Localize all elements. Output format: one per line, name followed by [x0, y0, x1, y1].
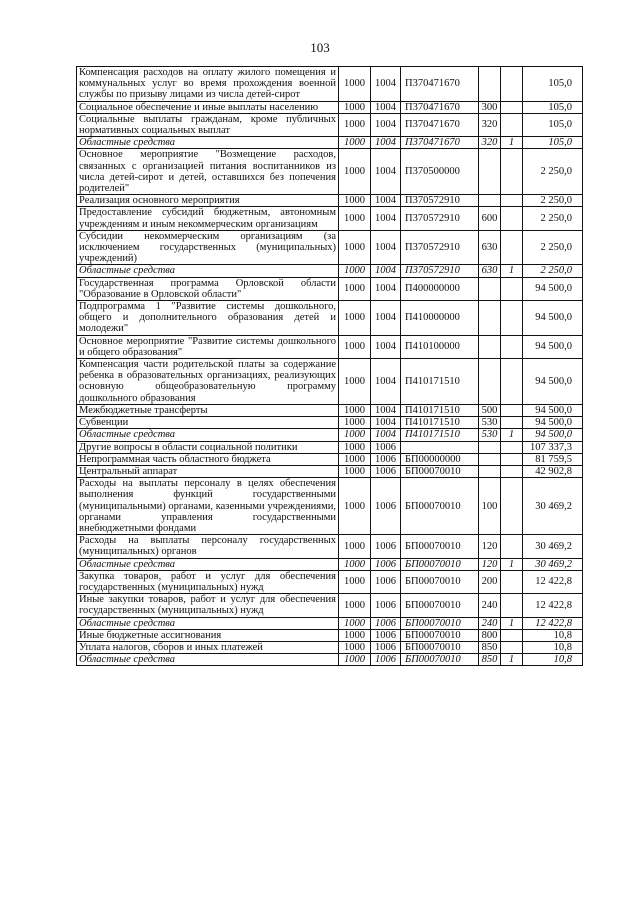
fund-source-code: [501, 453, 523, 465]
fund-source-code: [501, 641, 523, 653]
row-name: Подпрограмма 1 "Развитие системы дошкольного, общего и дополнительного образования детей и молодежи": [77, 301, 339, 336]
subsection-code: 1004: [371, 335, 401, 358]
fund-source-code: [501, 301, 523, 336]
row-name: Компенсация расходов на оплату жилого помещения и коммунальных услуг во время прохождения военной службы по призыву лицами из числа детей-сирот: [77, 67, 339, 102]
target-article-code: БП00070010: [401, 535, 479, 558]
section-code: 1000: [339, 535, 371, 558]
target-article-code: БП00070010: [401, 465, 479, 477]
row-name: Компенсация части родительской платы за содержание ребенка в образовательных организациях, реализующих основную общеобразовательную программу дошкольного образования: [77, 359, 339, 405]
fund-source-code: 1: [501, 654, 523, 666]
amount: 10,8: [523, 641, 583, 653]
subsection-code: 1006: [371, 465, 401, 477]
amount: 94 500,0: [523, 429, 583, 441]
section-code: 1000: [339, 441, 371, 453]
section-code: 1000: [339, 113, 371, 136]
section-code: 1000: [339, 417, 371, 429]
fund-source-code: [501, 230, 523, 265]
target-article-code: П370471670: [401, 101, 479, 113]
target-article-code: БП00070010: [401, 478, 479, 535]
expense-type-code: [479, 453, 501, 465]
amount: 107 337,3: [523, 441, 583, 453]
table-row: [77, 207, 583, 230]
subsection-code: 1004: [371, 230, 401, 265]
section-code: 1000: [339, 404, 371, 416]
expense-type-code: 120: [479, 535, 501, 558]
table-row: [77, 67, 583, 102]
subsection-code: 1006: [371, 535, 401, 558]
section-code: 1000: [339, 465, 371, 477]
expense-type-code: 240: [479, 594, 501, 617]
expense-type-code: 850: [479, 641, 501, 653]
fund-source-code: [501, 478, 523, 535]
fund-source-code: [501, 535, 523, 558]
row-name: Другие вопросы в области социальной политики: [77, 441, 339, 453]
amount: 94 500,0: [523, 335, 583, 358]
subsection-code: 1006: [371, 558, 401, 570]
table-row: [77, 441, 583, 453]
target-article-code: П370572910: [401, 230, 479, 265]
expense-type-code: [479, 465, 501, 477]
subsection-code: 1004: [371, 277, 401, 300]
fund-source-code: [501, 404, 523, 416]
fund-source-code: 1: [501, 617, 523, 629]
fund-source-code: [501, 67, 523, 102]
table-row: [77, 594, 583, 617]
fund-source-code: 1: [501, 265, 523, 277]
subsection-code: 1006: [371, 441, 401, 453]
expense-type-code: [479, 359, 501, 405]
section-code: 1000: [339, 230, 371, 265]
row-name: Предоставление субсидий бюджетным, автономным учреждениям и иным некоммерческим организациям: [77, 207, 339, 230]
subsection-code: 1004: [371, 265, 401, 277]
subsection-code: 1006: [371, 641, 401, 653]
target-article-code: П410171510: [401, 417, 479, 429]
expense-type-code: 320: [479, 137, 501, 149]
row-name: Основное мероприятие "Развитие системы дошкольного и общего образования": [77, 335, 339, 358]
target-article-code: БП00070010: [401, 617, 479, 629]
row-name: Непрограммная часть областного бюджета: [77, 453, 339, 465]
section-code: 1000: [339, 429, 371, 441]
row-name: Расходы на выплаты персоналу государственных (муниципальных) органов: [77, 535, 339, 558]
subsection-code: 1004: [371, 113, 401, 136]
row-name: Областные средства: [77, 617, 339, 629]
amount: 10,8: [523, 629, 583, 641]
expense-type-code: 200: [479, 570, 501, 593]
amount: 94 500,0: [523, 417, 583, 429]
fund-source-code: 1: [501, 558, 523, 570]
expense-type-code: 100: [479, 478, 501, 535]
target-article-code: П370572910: [401, 265, 479, 277]
target-article-code: П370471670: [401, 113, 479, 136]
row-name: Социальное обеспечение и иные выплаты населению: [77, 101, 339, 113]
budget-table-body: [77, 67, 583, 666]
fund-source-code: [501, 629, 523, 641]
amount: 94 500,0: [523, 359, 583, 405]
expense-type-code: 300: [479, 101, 501, 113]
table-row-funds-source: [77, 617, 583, 629]
expense-type-code: [479, 441, 501, 453]
fund-source-code: 1: [501, 137, 523, 149]
subsection-code: 1006: [371, 654, 401, 666]
amount: 2 250,0: [523, 265, 583, 277]
amount: 2 250,0: [523, 195, 583, 207]
amount: 30 469,2: [523, 558, 583, 570]
section-code: 1000: [339, 265, 371, 277]
expense-type-code: 120: [479, 558, 501, 570]
row-name: Иные бюджетные ассигнования: [77, 629, 339, 641]
table-row: [77, 417, 583, 429]
table-row: [77, 570, 583, 593]
budget-table: [76, 66, 583, 666]
expense-type-code: 500: [479, 404, 501, 416]
amount: 10,8: [523, 654, 583, 666]
fund-source-code: [501, 465, 523, 477]
subsection-code: 1004: [371, 404, 401, 416]
amount: 94 500,0: [523, 277, 583, 300]
expense-type-code: 240: [479, 617, 501, 629]
row-name: Областные средства: [77, 654, 339, 666]
amount: 2 250,0: [523, 230, 583, 265]
subsection-code: 1004: [371, 195, 401, 207]
row-name: Иные закупки товаров, работ и услуг для обеспечения государственных (муниципальных) нужд: [77, 594, 339, 617]
section-code: 1000: [339, 629, 371, 641]
target-article-code: БП00000000: [401, 453, 479, 465]
fund-source-code: [501, 594, 523, 617]
fund-source-code: [501, 570, 523, 593]
expense-type-code: [479, 195, 501, 207]
fund-source-code: [501, 195, 523, 207]
amount: 105,0: [523, 101, 583, 113]
table-row-funds-source: [77, 429, 583, 441]
target-article-code: П410171510: [401, 359, 479, 405]
section-code: 1000: [339, 335, 371, 358]
row-name: Социальные выплаты гражданам, кроме публичных нормативных социальных выплат: [77, 113, 339, 136]
row-name: Субвенции: [77, 417, 339, 429]
section-code: 1000: [339, 137, 371, 149]
fund-source-code: 1: [501, 429, 523, 441]
table-row: [77, 195, 583, 207]
row-name: Расходы на выплаты персоналу в целях обеспечения выполнения функций государственными (муниципальными) органами, казенными учреждениями, органами управления государственными внебюджетными фондами: [77, 478, 339, 535]
subsection-code: 1006: [371, 478, 401, 535]
subsection-code: 1006: [371, 629, 401, 641]
expense-type-code: [479, 335, 501, 358]
section-code: 1000: [339, 654, 371, 666]
target-article-code: П400000000: [401, 277, 479, 300]
fund-source-code: [501, 207, 523, 230]
subsection-code: 1004: [371, 301, 401, 336]
table-row: [77, 101, 583, 113]
section-code: 1000: [339, 101, 371, 113]
section-code: 1000: [339, 359, 371, 405]
target-article-code: П410100000: [401, 335, 479, 358]
section-code: 1000: [339, 478, 371, 535]
amount: 42 902,8: [523, 465, 583, 477]
row-name: Закупка товаров, работ и услуг для обеспечения государственных (муниципальных) нужд: [77, 570, 339, 593]
row-name: Государственная программа Орловской области "Образование в Орловской области": [77, 277, 339, 300]
target-article-code: П410171510: [401, 429, 479, 441]
fund-source-code: [501, 277, 523, 300]
amount: 12 422,8: [523, 617, 583, 629]
table-row: [77, 359, 583, 405]
subsection-code: 1004: [371, 67, 401, 102]
section-code: 1000: [339, 207, 371, 230]
row-name: Межбюджетные трансферты: [77, 404, 339, 416]
table-row: [77, 113, 583, 136]
target-article-code: БП00070010: [401, 629, 479, 641]
row-name: Областные средства: [77, 558, 339, 570]
fund-source-code: [501, 335, 523, 358]
amount: 105,0: [523, 113, 583, 136]
section-code: 1000: [339, 641, 371, 653]
subsection-code: 1004: [371, 429, 401, 441]
row-name: Уплата налогов, сборов и иных платежей: [77, 641, 339, 653]
target-article-code: [401, 441, 479, 453]
row-name: Основное мероприятие "Возмещение расходов, связанных с организацией питания воспитанников из числа детей-сирот и детей, оставшихся без попечения родителей": [77, 149, 339, 195]
table-row-funds-source: [77, 265, 583, 277]
table-row: [77, 478, 583, 535]
amount: 12 422,8: [523, 570, 583, 593]
section-code: 1000: [339, 570, 371, 593]
fund-source-code: [501, 359, 523, 405]
table-row: [77, 453, 583, 465]
section-code: 1000: [339, 558, 371, 570]
table-row: [77, 629, 583, 641]
target-article-code: П410171510: [401, 404, 479, 416]
row-name: Областные средства: [77, 137, 339, 149]
target-article-code: БП00070010: [401, 594, 479, 617]
subsection-code: 1006: [371, 570, 401, 593]
amount: 2 250,0: [523, 207, 583, 230]
fund-source-code: [501, 149, 523, 195]
row-name: Областные средства: [77, 429, 339, 441]
fund-source-code: [501, 101, 523, 113]
amount: 12 422,8: [523, 594, 583, 617]
row-name: Областные средства: [77, 265, 339, 277]
row-name: Центральный аппарат: [77, 465, 339, 477]
table-row: [77, 149, 583, 195]
target-article-code: П410000000: [401, 301, 479, 336]
table-row: [77, 277, 583, 300]
fund-source-code: [501, 113, 523, 136]
target-article-code: БП00070010: [401, 654, 479, 666]
subsection-code: 1004: [371, 149, 401, 195]
section-code: 1000: [339, 149, 371, 195]
amount: 2 250,0: [523, 149, 583, 195]
amount: 94 500,0: [523, 404, 583, 416]
table-row: [77, 641, 583, 653]
table-row: [77, 230, 583, 265]
subsection-code: 1004: [371, 417, 401, 429]
subsection-code: 1004: [371, 101, 401, 113]
target-article-code: П370471670: [401, 67, 479, 102]
subsection-code: 1006: [371, 617, 401, 629]
section-code: 1000: [339, 195, 371, 207]
table-row: [77, 335, 583, 358]
subsection-code: 1006: [371, 453, 401, 465]
expense-type-code: [479, 277, 501, 300]
fund-source-code: [501, 417, 523, 429]
subsection-code: 1006: [371, 594, 401, 617]
subsection-code: 1004: [371, 137, 401, 149]
target-article-code: П370500000: [401, 149, 479, 195]
table-row-funds-source: [77, 137, 583, 149]
amount: 30 469,2: [523, 535, 583, 558]
target-article-code: П370572910: [401, 195, 479, 207]
section-code: 1000: [339, 67, 371, 102]
subsection-code: 1004: [371, 359, 401, 405]
expense-type-code: 530: [479, 429, 501, 441]
table-row: [77, 301, 583, 336]
row-name: Реализация основного мероприятия: [77, 195, 339, 207]
amount: 105,0: [523, 67, 583, 102]
amount: 94 500,0: [523, 301, 583, 336]
row-name: Субсидии некоммерческим организациям (за исключением государственных (муниципальных) учреждений): [77, 230, 339, 265]
table-row-funds-source: [77, 558, 583, 570]
fund-source-code: [501, 441, 523, 453]
expense-type-code: 800: [479, 629, 501, 641]
expense-type-code: 530: [479, 417, 501, 429]
amount: 105,0: [523, 137, 583, 149]
page-number: 103: [310, 40, 330, 55]
expense-type-code: 850: [479, 654, 501, 666]
expense-type-code: [479, 301, 501, 336]
table-row: [77, 535, 583, 558]
target-article-code: БП00070010: [401, 558, 479, 570]
subsection-code: 1004: [371, 207, 401, 230]
expense-type-code: [479, 67, 501, 102]
section-code: 1000: [339, 617, 371, 629]
expense-type-code: [479, 149, 501, 195]
target-article-code: БП00070010: [401, 570, 479, 593]
target-article-code: БП00070010: [401, 641, 479, 653]
amount: 81 759,5: [523, 453, 583, 465]
expense-type-code: 600: [479, 207, 501, 230]
amount: 30 469,2: [523, 478, 583, 535]
section-code: 1000: [339, 277, 371, 300]
expense-type-code: 320: [479, 113, 501, 136]
expense-type-code: 630: [479, 265, 501, 277]
section-code: 1000: [339, 453, 371, 465]
section-code: 1000: [339, 301, 371, 336]
table-row: [77, 465, 583, 477]
section-code: 1000: [339, 594, 371, 617]
target-article-code: П370572910: [401, 207, 479, 230]
table-row-funds-source: [77, 654, 583, 666]
target-article-code: П370471670: [401, 137, 479, 149]
expense-type-code: 630: [479, 230, 501, 265]
table-row: [77, 404, 583, 416]
